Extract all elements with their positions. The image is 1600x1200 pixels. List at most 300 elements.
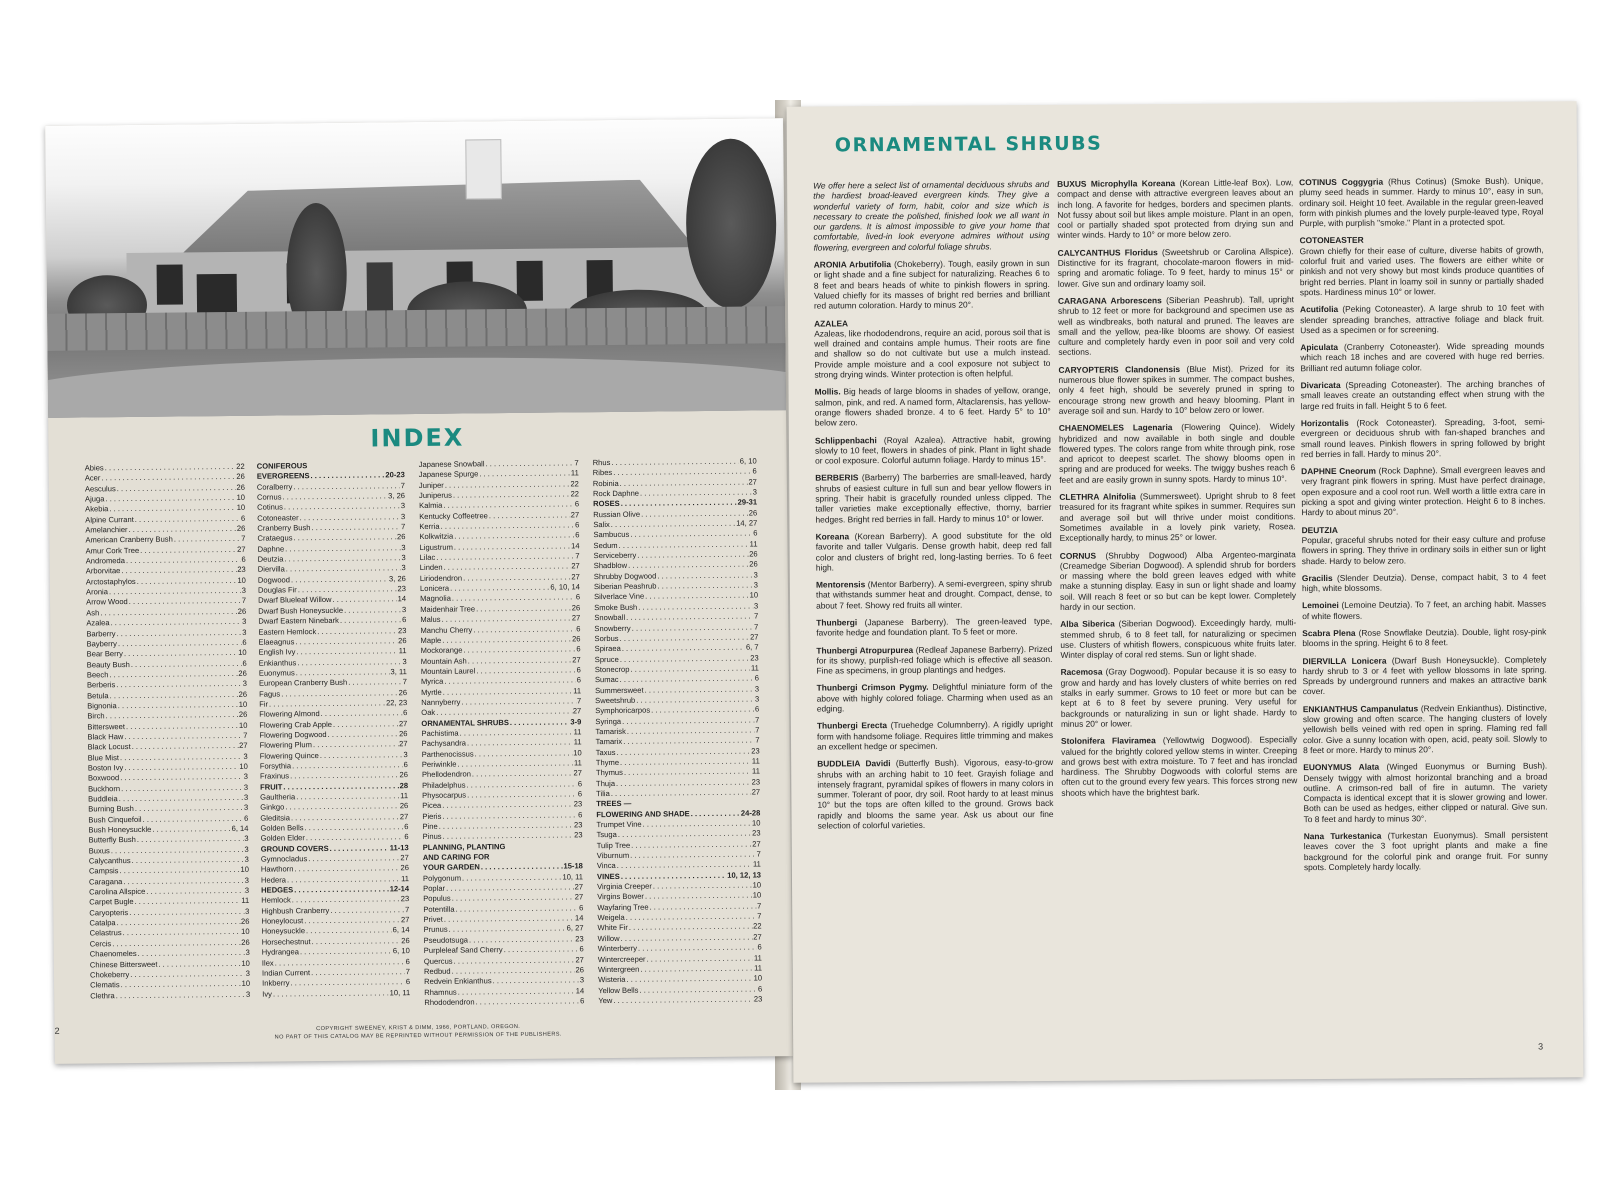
index-entry-page: 3, 26 [388, 491, 406, 501]
shrub-description: (Cranberry Cotoneaster). Wide spreading mounds which reach 18 inches and are covered with huge red berries. Brilliant red autumn foliage color. [1300, 340, 1545, 373]
index-entry-page: 26 [400, 863, 409, 873]
index-entry-name: Deutzia [257, 554, 284, 564]
index-entry-name: Siberian Peashrub [593, 581, 657, 592]
shrub-entry [815, 433, 1051, 466]
index-entry-name: Thuja [595, 778, 616, 788]
index-entry-page: 10 [239, 761, 248, 771]
index-entry-page: 6 [244, 813, 249, 823]
index-entry [424, 996, 584, 1008]
index-entry-name: PLANNING, PLANTING [422, 841, 506, 852]
index-entry-name: Amur Cork Tree [85, 545, 140, 556]
index-entry-name: Trumpet Vine [596, 819, 642, 830]
shrub-entry [1304, 830, 1548, 873]
index-entry-page: 6 [576, 675, 581, 685]
index-entry-page: 14 [571, 541, 580, 551]
index-entry-page: 26 [575, 965, 585, 975]
index-entry-page: 7 [405, 966, 411, 977]
index-entry-page: 23 [573, 799, 583, 809]
shrub-entry [1301, 416, 1545, 459]
index-entry-name: Barberry [86, 628, 116, 638]
index-entry-page: 10 [238, 699, 248, 709]
index-entry-name: Pachysandra [421, 738, 466, 749]
index-entry-page: 23 [575, 934, 584, 944]
index-entry-name: Golden Bells [260, 823, 304, 833]
index-entry-page: 23 [397, 584, 407, 594]
index-entry-page: 10 [241, 958, 250, 968]
index-entry-name: Nannyberry [421, 697, 461, 707]
index-entry-name: Bush Cinquefoil [88, 814, 142, 825]
shrub-entry [1061, 734, 1297, 797]
shrub-name: Mollis. [814, 386, 841, 397]
index-entry-name: Cercis [89, 939, 112, 949]
shrub-description: (Rock Daphne). Small evergreen leaves and very fragrant pink flowers in spring. Must have perfect drainage, open exposure and a cool root run. Well worth a little extra care in picking a spot and giving winter protection. Height 6 to 8 inches. Hardy to about minus 20°. [1301, 464, 1546, 518]
index-entry-page: 10, 11 [562, 872, 584, 882]
index-entry-page: 27 [574, 882, 584, 892]
index-entry-page: 22 [570, 479, 579, 489]
index-entry-name: Calycanthus [88, 856, 131, 866]
shrub-name: Thunbergi Crimson Pygmy. [816, 682, 929, 694]
index-entry-page: 23 [750, 652, 759, 663]
index-entry-page: 29-31 [737, 497, 758, 508]
index-entry-name: Chaenomeles [89, 949, 137, 959]
index-entry-name: Elaeagnus [258, 637, 295, 647]
index-entry-name: Black Locust [87, 742, 131, 752]
shrub-description: (Shrubby Dogwood) Alba Argenteo-marginata (Creamedge Siberian Dogwood). A splendid shrub for borders or massing where the bold green leaves edged with white make a stunning display. Easy in sun or light shade and loamy soil. Will reach 8 feet or so but can be kept lower. Completely hardy in our section. [1059, 548, 1297, 612]
index-entry-page: 14 [397, 594, 407, 604]
leader-dots [611, 788, 751, 800]
index-entry-name: Tamarix [595, 737, 623, 747]
index-entry-name: Berberis [86, 680, 116, 690]
index-entry-page: 3 [400, 501, 406, 511]
shrub-name: CARAGANA Arborescens [1057, 295, 1162, 306]
index-entry-name: Ash [86, 608, 100, 618]
index-entry-name: Prunus [423, 925, 448, 935]
left-page [45, 118, 793, 1064]
index-entry-name: Juniperus [418, 490, 452, 501]
index-entry-name: Aronia [85, 587, 108, 597]
index-entry-page: 7 [400, 480, 405, 490]
index-entry [598, 994, 762, 1006]
index-entry-page: 3 [243, 782, 249, 792]
index-entry-page: 3, 26 [388, 573, 406, 584]
index-entry-name: Caryopteris [89, 907, 129, 918]
index-entry-page: 26 [398, 729, 408, 739]
index-entry-name: Snowball [594, 612, 626, 623]
index-entry-name: Viburnum [596, 850, 630, 861]
index-entry-page: 6 [240, 513, 246, 523]
shrub-description: (Siberian Dogwood). Exceedingly hardy, multi-stemmed shrub, 6 to 8 feet tall, for naturalizing or specimen use. Clusters of whitish flowers, conspicuous white fruits later. Winter display of coral red stems. Sun or light shade. [1060, 617, 1297, 661]
index-entry-page: 15-18 [563, 861, 583, 871]
shrub-entry [1059, 421, 1295, 484]
index-entry-name: Periwinkle [421, 759, 457, 769]
index-entry-name: Magnolia [420, 594, 451, 604]
index-entry-page: 26 [238, 710, 248, 720]
shrub-name: Mentorensis [815, 579, 866, 590]
leader-dots [510, 717, 570, 728]
index-entry-page: 11 [401, 873, 410, 883]
index-entry-name: Gymnocladus [260, 854, 308, 864]
index-entry-page: 6 [752, 466, 757, 476]
index-entry-name: Polygonum [422, 873, 462, 883]
index-entry-page: 11 [750, 663, 759, 673]
index-entry-page: 10 [573, 747, 582, 758]
index-entry-name: Horsechestnut [261, 936, 311, 947]
index-entry-page: 6 [757, 942, 762, 952]
index-entry-page: 14 [575, 985, 585, 995]
index-entry-name: Ligustrum [419, 542, 453, 552]
shrub-description: (Peking Cotoneaster). A large shrub to 10 feet with slender spreading branches, attractive foliage and black fruit. Used as a specimen or for screening. [1300, 302, 1545, 336]
index-entry-name: Arctostaphylos [85, 576, 136, 587]
index-entry-page: 20-23 [385, 470, 405, 480]
index-entry-name: EVERGREENS [256, 471, 310, 482]
index-entry-page: 26 [399, 801, 409, 811]
shrub-entry [817, 681, 1053, 714]
index-entry-name: Taxus [595, 747, 616, 757]
shrub-description: (Gray Dogwood). Popular because it is so easy to grow and hardy and has lovely clusters of white berries on red stalks in early summer. Grows to 10 feet or more but can be kept at 6 to 8 feet by severe pruning. Very useful for backgrounds or naturalizing in sun or light shade. Hardy to minus 20° or lower. [1060, 665, 1297, 729]
index-entry-name: Sumac [594, 675, 619, 685]
shrub-entry [814, 258, 1050, 311]
house-photo [45, 118, 786, 418]
index-entry-name: Tsuga [596, 830, 617, 840]
index-entry-page: 3 [401, 553, 406, 563]
index-entry-name: Carpet Bugle [89, 897, 134, 907]
index-entry-page: 6 [579, 903, 584, 913]
index-entry-name: Birch [87, 711, 105, 721]
index-entry-page: 6 [575, 530, 580, 540]
index-entry-name: Spiraea [594, 644, 621, 654]
leader-dots [330, 843, 389, 854]
shrub-description: (Spreading Cotoneaster). The arching branches of small leaves create an outstanding effect when strung with the large red fruits in fall. Height 5 to 6 feet. [1300, 378, 1545, 411]
index-entry-page: 6 [575, 592, 581, 602]
index-entry-name: Carolina Allspice [89, 886, 146, 897]
index-entry-name: American Cranberry Bush [85, 534, 173, 545]
intro-paragraph: We offer here a select list of ornamental deciduous shrubs and the hardiest broad-leaved evergreen kinds. They give a wonderful variety of form, habit, color and size which is necessary to create the polished, finished look we all want in our gardens. It is almost impossible to give your home that comfortable, lived-in look everyone admires without using flowering, evergreen and colorful foliage shrubs. [813, 178, 1050, 253]
index-entry-name: Summersweet [595, 685, 644, 695]
index-entry-name: Buddleia [88, 794, 118, 804]
index-entry-name: Dogwood [257, 575, 291, 585]
shrub-description: (Redleaf Japanese Barberry). Prized for its showy, purplish-red foliage which is effective all season. Fine as specimens, in group plantings and hedges. [816, 643, 1053, 676]
index-entry-name: Juniper [418, 480, 444, 490]
index-entry-page: 10 [238, 720, 248, 730]
index-entry-page: 7 [405, 904, 410, 914]
shrub-description: Azaleas, like rhododendrons, require an acid, porous soil that is well drained and contains ample humus. Their roots are fine and shallow so do not cultivate but use a mulch instead. Provide ample moisture and a cool exposure not subject to strong drying winds. Winter protection is often helpful. [814, 326, 1051, 380]
index-entry-page: 14 [574, 913, 584, 923]
index-entry-name: Parthenocissus [421, 749, 474, 759]
ornamental-shrubs-title: ORNAMENTAL SHRUBS [834, 132, 1103, 157]
shrub-name: Koreana [815, 531, 850, 542]
index-entry-name: VINES [596, 871, 620, 881]
index-entry-page: 6 [580, 996, 585, 1006]
index-entry-page: 22 [570, 489, 580, 499]
index-entry-page: 6 [402, 708, 408, 718]
index-entry-name: Black Haw [87, 732, 124, 742]
index-entry-name: Azalea [86, 618, 110, 628]
index-entry-name: Potentilla [423, 904, 455, 914]
index-entry-name: Japanese Snowball [418, 459, 485, 469]
shrub-name: Thunbergi Erecta [816, 720, 888, 731]
index-entry-name: Linden [419, 563, 443, 573]
index-entry-name: Sweetshrub [595, 695, 636, 706]
index-entry-page: 27 [570, 510, 580, 520]
index-entry-name: Butterfly Bush [88, 835, 136, 845]
index-entry-name: Hedera [260, 875, 286, 885]
shrub-name: Schlippenbachi [814, 434, 877, 446]
copyright-line-1: COPYRIGHT SWEENEY, KRIST & DIMM, 1966, PORTLAND, OREGON. [316, 1023, 521, 1033]
index-entry-page: 26 [396, 532, 406, 542]
index-entry-page: 23 [574, 830, 583, 840]
leader-dots [330, 905, 404, 916]
index-entry-name: Gaultheria [260, 792, 296, 802]
shrub-description: (Korean Little-leaf Box). Low, compact and dense with attractive evergreen leaves about an inch long. A favorite for hedges, borders and specimen plants. Not fussy about soil but likes ample moisture. Plant in an open, cool or partially shaded spot protected from drying sun and winter winds. Hardy to 10° or more below zero. [1057, 177, 1294, 241]
index-entry-name: Flowering Dogwood [259, 729, 327, 740]
index-entry-page: 11 [749, 539, 758, 549]
index-entry-name: Thyme [595, 757, 620, 768]
index-entry-page: 10, 12, 13 [727, 870, 762, 880]
index-entry-page: 3-9 [570, 716, 582, 727]
index-entry-name: Rhododendron [424, 997, 475, 1007]
index-entry-name: Bittersweet [87, 721, 126, 732]
index-entry-page: 7 [576, 696, 582, 706]
index-entry-name: Beauty Bush [86, 659, 130, 670]
index-entry-page: 7 [755, 725, 760, 735]
index-entry-name: Chinese Bittersweet [89, 959, 158, 969]
leader-dots [174, 534, 240, 545]
index-entry-page: 27 [571, 561, 580, 571]
shrub-description: (Siberian Peashrub). Tall, upright shrub to 12 feet or more for background and specimen use as well as windbreaks, both natural and pruned. The leaves are small and the yellow, pea-like blooms are showy. Of easiest culture and completely hardy even in poor soil and very cold sections. [1058, 294, 1295, 358]
index-entry-name: Robinia [592, 478, 619, 488]
index-entry-name: ROSES [593, 499, 620, 509]
index-entry-name: Liriodendron [419, 573, 463, 583]
index-entry-page: 6 [576, 644, 581, 654]
shrub-entry [1302, 599, 1546, 621]
index-entry-name: Aesculus [84, 483, 116, 494]
index-entry-name: Acer [84, 473, 101, 483]
index-entry-page: 26 [572, 634, 581, 644]
index-entry-page: 10 [238, 647, 247, 658]
index-entry-page: 23 [400, 894, 410, 904]
leader-dots [273, 988, 389, 1000]
text-column-1 [813, 179, 1054, 838]
index-entry-name: Silverlace Vine [594, 592, 645, 602]
index-entry-page: 23 [751, 777, 761, 787]
index-column-2 [257, 460, 411, 999]
shrub-entry [1299, 175, 1543, 228]
shrub-name: DIERVILLA Lonicera [1302, 655, 1387, 666]
shrub-description: Big heads of large blooms in shades of yellow, orange, salmon, pink, and red. A named form, Altaclarensis, has yellow-orange flowers shaded bronze. 4 to 6 feet. Hardy 5° to 10° below zero. [814, 385, 1051, 428]
index-entry-name: Virgins Bower [597, 892, 644, 902]
index-entry-name: Betula [87, 690, 109, 701]
index-entry-page: 3 [400, 511, 406, 521]
index-entry-page: 3 [243, 772, 248, 782]
leader-dots [443, 831, 574, 843]
index-entry-page: 10 [753, 973, 763, 983]
index-entry-page: 10 [749, 590, 759, 601]
index-entry-page: 23 [751, 746, 760, 756]
shrub-name: Thunbergi Atropurpurea [816, 644, 914, 656]
index-entry-page: 27 [571, 572, 580, 582]
index-entry-page: 6 [404, 822, 409, 832]
index-entry-page: 6, 10 [739, 456, 757, 466]
shrub-name: Alba Siberica [1060, 618, 1115, 630]
index-entry-name: Dwarf Eastern Ninebark [258, 615, 339, 626]
index-entry-name: Rhamnus [424, 987, 457, 997]
shrub-entry [1301, 379, 1545, 412]
index-entry-name: Douglas Fir [257, 585, 297, 595]
shrub-description: (Redvein Enkianthus). Distinctive, slow growing and often scarce. The hanging clusters of lovely yellowish bells veined with red open in spring. Flaming red fall color. Give a sunny location with open, acid, peaty soil. Slowly to 8 feet or more. Hardy to minus 20°. [1302, 702, 1548, 756]
index-entry-page: 27 [749, 632, 759, 642]
index-entry-name: Flowering Crab Apple [259, 719, 333, 730]
index-entry-name: HEDGES [261, 885, 294, 895]
index-entry-name: Pseudotsuga [423, 935, 469, 945]
index-entry-page: 6, 10, 14 [550, 582, 581, 592]
shrub-entry [817, 719, 1053, 752]
index-entry-page: 7 [243, 730, 248, 740]
leader-dots [504, 945, 579, 956]
index-entry-page: 11 [573, 727, 582, 737]
index-entry-page: 7 [757, 911, 762, 921]
index-entry-name: Poplar [423, 883, 446, 894]
shrub-description: (Mentor Barberry). A semi-evergreen, spiny shrub that withstands summer heat and drought. Compact, dense, to about 7 feet. Showy red fruits all winter. [815, 578, 1053, 611]
index-entry-page: 11 [751, 766, 760, 776]
index-entry-page: 3 [243, 751, 248, 761]
shrub-description: (Turkestan Euonymus). Small persistent leaves cover the 3 foot upright plants and make a fine background for the colorful pink and orange fruit. For sunny spots. Completely hardy locally. [1303, 829, 1548, 873]
leader-dots [613, 994, 753, 1006]
index-entry-name: Yew [598, 995, 613, 1006]
shrub-description: (Winged Euonymus or Burning Bush). Densely twiggy with almost horizontal branching and a broad outline. A crimson-red ball of fire in autumn. The variety Compacta is identical except that it is slower growing and lower. Both can be used as hedges, either clipped or natural. Give sun. To 8 feet and hardy to minus 30°. [1303, 760, 1548, 824]
index-entry-name: Boston Ivy [87, 763, 124, 773]
index-entry-page: 26 [236, 472, 245, 482]
index-entry-name: Fagus [259, 689, 281, 699]
index-entry-page: 10 [237, 575, 246, 585]
index-entry-page: 3 [244, 844, 249, 854]
index-entry-page: 6 [404, 832, 409, 842]
index-entry-page: 3 [753, 580, 759, 590]
index-entry-name: Wintergreen [597, 964, 640, 974]
index-entry-name: Diervilla [257, 564, 285, 575]
index-entry-page: 12-14 [389, 884, 410, 894]
index-entry-name: Tamarisk [595, 726, 626, 737]
leader-dots [332, 595, 396, 606]
index-entry-name: Rock Daphne [592, 488, 640, 499]
index-entry-page: 6 [576, 665, 581, 675]
index-entry-name: Amelanchier [85, 525, 128, 535]
copyright-notice [275, 1023, 562, 1042]
index-entry-page: 23 [397, 625, 407, 635]
index-entry-page: 3 [242, 679, 248, 689]
index-entry-name: Serviceberry [593, 550, 637, 561]
index-entry-name: Honeylocust [261, 916, 304, 926]
index-entry-name: Flowering Almond [259, 709, 320, 719]
index-entry-page: 3, 11 [390, 667, 407, 677]
index-entry-name: Weigela [597, 912, 625, 923]
index-entry [596, 787, 760, 799]
index-entry-name: Fraxinus [259, 771, 290, 781]
index-entry [90, 989, 250, 1001]
index-entry-name: Enkianthus [258, 657, 297, 668]
index-entry-name: Sedum [593, 540, 618, 550]
index-entry-name: FRUIT [259, 782, 283, 792]
index-entry-page: 26 [238, 689, 248, 699]
index-entry-page: 3 [753, 601, 759, 611]
shrub-entry [1302, 523, 1546, 566]
page-number-left: 2 [54, 1025, 60, 1036]
shrub-name: Nana Turkestanica [1303, 830, 1382, 842]
index-entry-page: 27 [571, 613, 581, 623]
index-entry-name: Cranberry Bush [257, 523, 311, 533]
index-entry-page: 10 [241, 927, 250, 937]
shrub-description: Grown chiefly for their ease of culture, diverse habits of growth, colorful fruit and varied uses. The flowers are either white or pinkish and not very showy but most kinds produce quantities of bright red berries. Plant in loamy soil in sunny or partially shaded spots. Hardiness minus 10° or lower. [1299, 244, 1544, 298]
index-entry-page: 6 [574, 499, 580, 509]
shrub-description: Popular, graceful shrubs noted for their easy culture and profuse flowers in spring. They thrive in ordinary soils in either sun or light shade. Hardy to below zero. [1301, 533, 1546, 566]
index-entry-name: Ribes [592, 468, 613, 478]
index-entry-page: 26 [399, 770, 408, 780]
index-entry-page: 11 [241, 896, 250, 906]
index-entry-page: 6 [242, 658, 247, 668]
index-entry-page: 7 [757, 901, 762, 911]
index-entry-name: Buckhorn [88, 783, 121, 794]
index-entry-name: Campsis [88, 866, 119, 876]
index-entry-name: Kalmia [419, 501, 443, 511]
index-entry-page: 26 [398, 687, 408, 697]
index-entry-page: 6 [753, 528, 758, 538]
index-entry-name: Daphne [257, 544, 285, 554]
index-entry-page: 7 [241, 596, 247, 606]
index-entry-page: 7 [755, 735, 760, 745]
index-entry-name: Dwarf Bush Honeysuckle [258, 605, 344, 616]
index-entry-page: 23 [573, 820, 583, 830]
index-entry-page: 27 [751, 787, 761, 797]
index-entry-name: Wisteria [598, 975, 626, 985]
index-entry-page: 6, 27 [566, 923, 584, 933]
shrub-name: COTINUS Coggygria [1299, 176, 1384, 188]
index-entry-name: Shrubby Dogwood [593, 571, 657, 581]
index-entry-name: Cornus [256, 492, 282, 502]
index-entry-name: Pieris [422, 811, 442, 821]
index-entry-page: 11-13 [389, 842, 409, 853]
shrub-entry [816, 644, 1052, 677]
index-entry-name: Beech [86, 670, 109, 680]
index-entry-page: 3 [401, 604, 407, 614]
index-entry-name: Burning Bush [88, 804, 134, 814]
index-entry-name: Ivy [262, 989, 272, 999]
index-entry-name: Indian Current [261, 968, 311, 978]
index-entry-page: 3 [242, 616, 247, 627]
index-entry-name: Purpleleaf Sand Cherry [423, 945, 503, 956]
index-entry-name: Pachistima [421, 728, 459, 738]
index-entry-name: Inkberry [262, 978, 290, 988]
index-entry-name: Redvein Enkianthus [424, 976, 492, 987]
index-entry-page: 3 [244, 834, 249, 844]
shrub-entry [1060, 549, 1296, 612]
section-heading: DEUTZIA [1301, 524, 1338, 535]
index-entry-name: Gleditsia [260, 813, 290, 823]
index-entry-name: Chokeberry [89, 969, 130, 980]
text-column-2 [1057, 177, 1297, 805]
index-entry-page: 27 [748, 477, 757, 487]
shrub-entry [1301, 465, 1545, 518]
shrub-description: (Truehedge Columnberry). A rigidly upright form with handsome foliage. Requires little trimming and makes an excellent hedge or specimen. [816, 719, 1054, 752]
index-entry-page: 27 [400, 853, 409, 863]
index-entry-name: Hydrangea [261, 947, 299, 957]
index-entry-page: 26 [749, 559, 758, 569]
index-entry-name: Caragana [88, 876, 123, 887]
index-entry-name: Cotoneaster [257, 512, 299, 523]
index-entry-page: 27 [753, 932, 762, 942]
index-entry-name: Arrow Wood [86, 597, 128, 607]
index-entry-page: 3 [244, 854, 249, 864]
index-entry-name: Blue Mist [87, 752, 120, 763]
shrub-name: BERBERIS [815, 472, 859, 484]
